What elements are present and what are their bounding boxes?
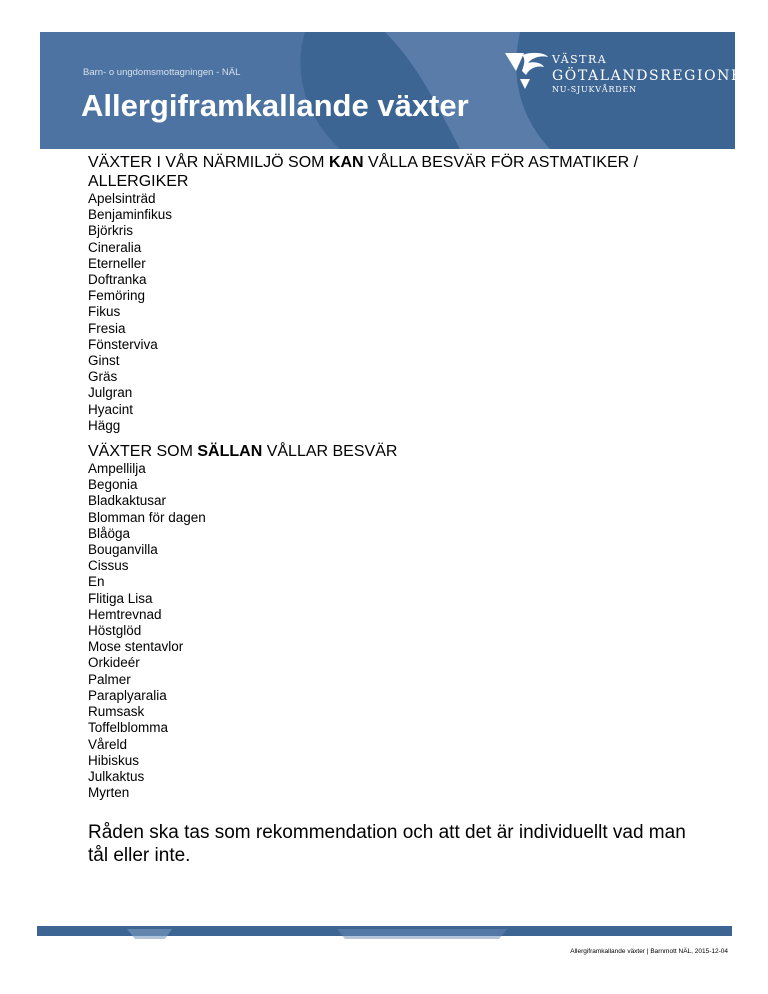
plant-list-item: Myrten [88,785,130,801]
section1-heading-pre: VÄXTER I VÅR NÄRMILJÖ SOM [88,154,329,171]
advice-text: Råden ska tas som rekommendation och att det är individuellt vad man tål eller inte. [88,822,686,867]
organization-logo [502,49,757,99]
plant-list-rarely-cause [88,461,708,801]
plant-list-item: Fresia [88,320,126,336]
plant-list-item: Blomman för dagen [88,509,206,525]
plant-list-item: Ginst [88,353,120,369]
plant-list-item: Benjaminfikus [88,207,173,223]
plant-list-item: Apelsinträd [88,191,156,206]
plant-list-item: Gräs [88,369,118,385]
header-banner [40,32,757,149]
plant-list-item: Bladkaktusar [88,493,167,509]
plant-list-item: Höstglöd [88,623,142,639]
section1-heading-post: VÅLLA BESVÄR FÖR ASTMATIKER / ALLERGIKER [88,154,639,190]
page-title: Allergiframkallande växter [81,88,469,123]
header-subtitle: Barn- o ungdomsmottagningen - NÄL [83,67,241,78]
plant-list-item: Blåöga [88,525,131,541]
plant-list-item: Flitiga Lisa [88,590,153,606]
plant-list-item: Fikus [88,304,121,320]
logo-text-region: GÖTALANDSREGIONEN [552,68,757,84]
plant-list-item: Palmer [88,671,131,687]
plant-list-item: Fönsterviva [88,336,158,352]
section1-heading [88,153,708,191]
section2-heading [88,442,708,461]
plant-list-item: Ampellilja [88,461,146,477]
document-body [88,153,708,886]
footer-decoration [37,929,732,939]
plant-list-item: Begonia [88,477,138,493]
plant-list-item: Hyacint [88,401,134,417]
logo-text-nu: NU-SJUKVÅRDEN [552,85,637,94]
logo-text-vastra: VÄSTRA [552,53,608,66]
plant-list-item: Cissus [88,558,129,574]
plant-list-item: Doftranka [88,272,147,288]
section2-heading-pre: VÄXTER SOM [88,443,198,461]
plant-list-item: Paraplyaralia [88,687,167,703]
plant-list-item: Rumsask [88,704,145,720]
section2-heading-post: VÅLLAR BESVÄR [262,443,398,461]
plant-list-item: Femöring [88,288,146,304]
plant-list-item: Björkris [88,223,134,239]
plant-list-item: Mose stentavlor [88,639,184,655]
plant-list-item: Våreld [88,736,128,752]
plant-list-item: Hägg [88,417,121,433]
section2-heading-emphasis: SÄLLAN [197,443,263,461]
plant-list-item: Hibiskus [88,752,140,768]
vgr-logo-icon [502,49,550,97]
plant-list-item: Eterneller [88,255,146,271]
plant-list-can-cause [88,191,708,434]
plant-list-item: Julgran [88,385,133,401]
plant-list-item: Toffelblomma [88,720,169,736]
plant-list-item: Hemtrevnad [88,606,162,622]
plant-list-item: Bouganvilla [88,542,158,558]
plant-list-item: Orkideér [88,655,140,671]
plant-list-item: Julkaktus [88,768,145,784]
footer-text: Allergiframkallande växter | Barnmott NÄL, 2015-12-04 [570,948,728,955]
section1-heading-emphasis: KAN [328,154,364,171]
footer-band [37,926,732,936]
plant-list-item: En [88,574,105,590]
plant-list-item: Cineralia [88,239,142,255]
